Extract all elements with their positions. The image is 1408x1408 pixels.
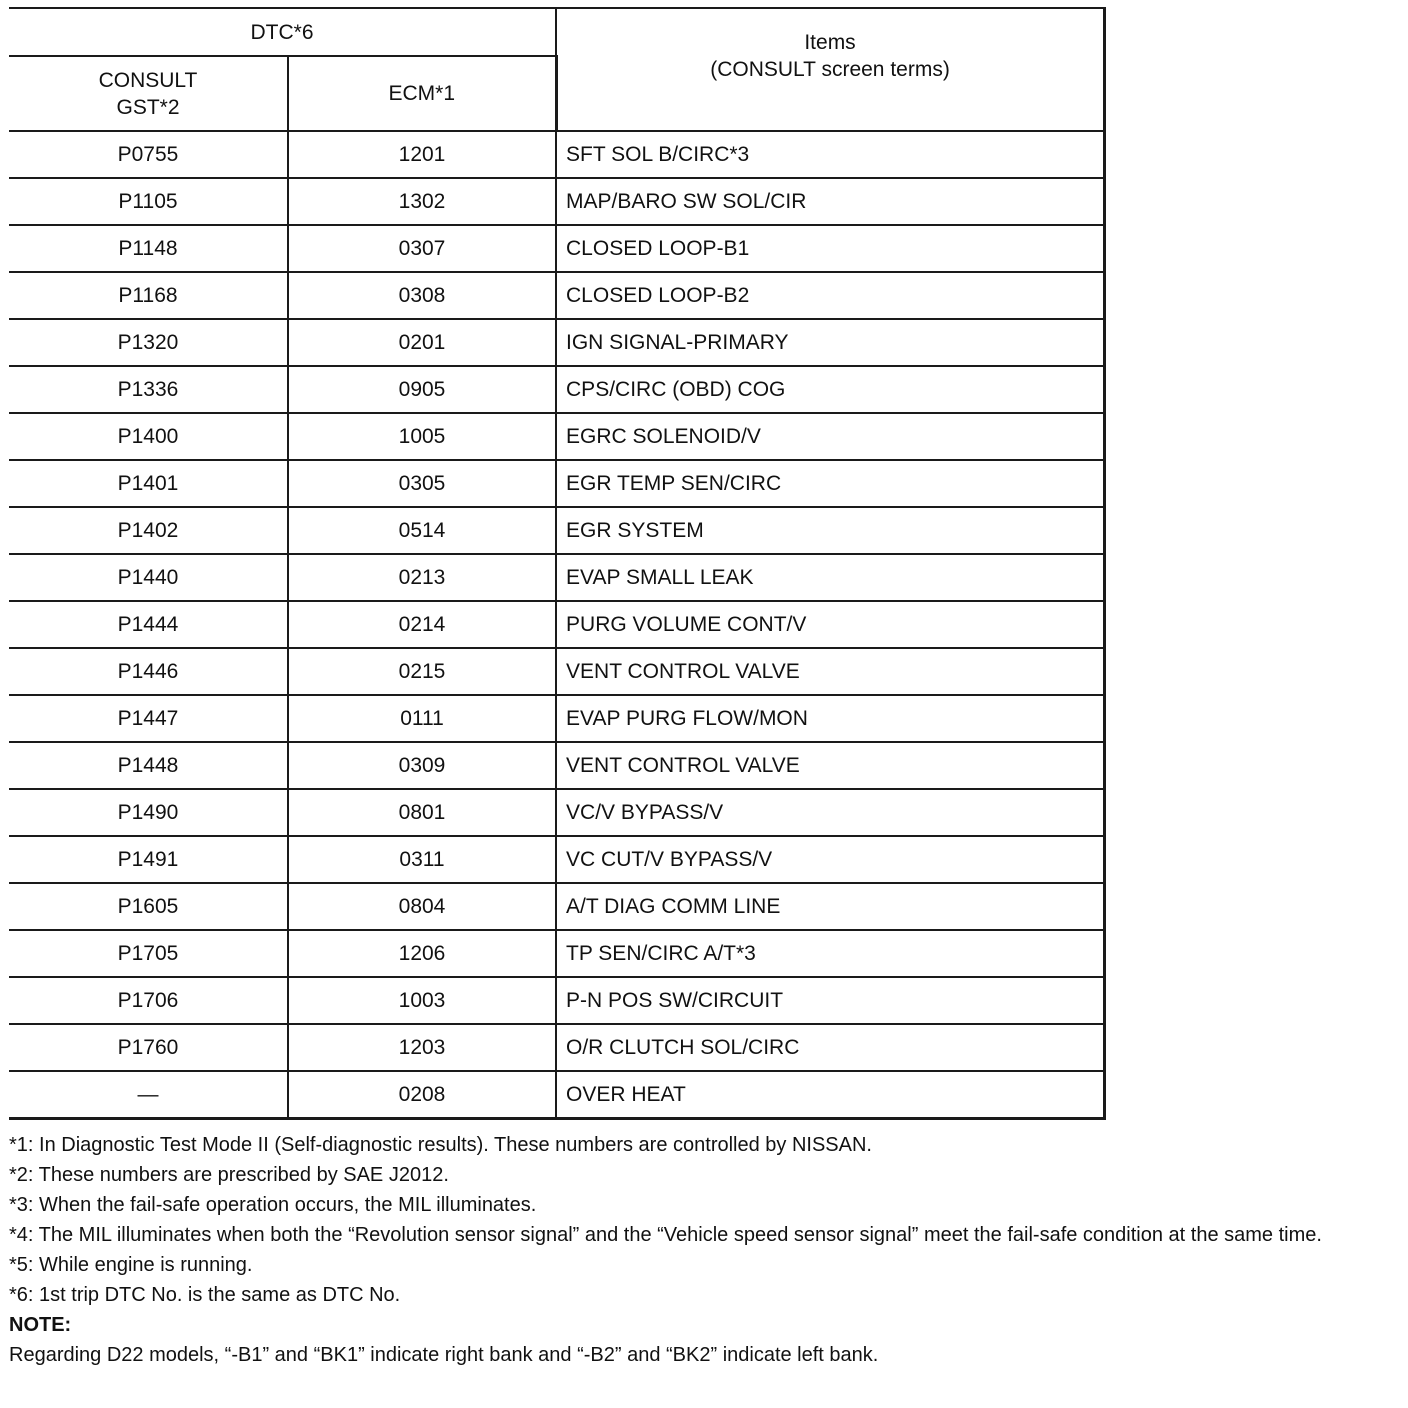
item-cell: SFT SOL B/CIRC*3 <box>556 131 1104 178</box>
ecm-code-cell: 0305 <box>288 460 556 507</box>
dtc-code-cell: P1447 <box>9 695 288 742</box>
ecm-code-cell: 0215 <box>288 648 556 695</box>
ecm-code-cell: 0514 <box>288 507 556 554</box>
footnote-6: *6: 1st trip DTC No. is the same as DTC No. <box>9 1284 401 1306</box>
item-cell: VENT CONTROL VALVE <box>556 648 1104 695</box>
item-cell: EGR SYSTEM <box>556 507 1104 554</box>
dtc-code-cell: P1491 <box>9 836 288 883</box>
item-cell: VENT CONTROL VALVE <box>556 742 1104 789</box>
item-cell: MAP/BARO SW SOL/CIR <box>556 178 1104 225</box>
table-row <box>9 413 1104 460</box>
table-row <box>9 789 1104 836</box>
item-cell: TP SEN/CIRC A/T*3 <box>556 930 1104 977</box>
ecm-code-cell: 1201 <box>288 131 556 178</box>
ecm-code-cell: 1203 <box>288 1024 556 1071</box>
table-row <box>9 930 1104 977</box>
dtc-code-cell: P1168 <box>9 272 288 319</box>
dtc-code-cell: — <box>9 1071 288 1119</box>
table-row <box>9 131 1104 178</box>
dtc-code-cell: P1706 <box>9 977 288 1024</box>
ecm-code-cell: 1206 <box>288 930 556 977</box>
table-row <box>9 460 1104 507</box>
dtc-code-cell: P1320 <box>9 319 288 366</box>
table-row <box>9 1071 1104 1119</box>
ecm-code-cell: 0801 <box>288 789 556 836</box>
table-body <box>9 131 1104 1119</box>
dtc-code-cell: P1440 <box>9 554 288 601</box>
item-cell: CPS/CIRC (OBD) COG <box>556 366 1104 413</box>
table-row <box>9 836 1104 883</box>
dtc-code-cell: P1760 <box>9 1024 288 1071</box>
dtc-code-cell: P1446 <box>9 648 288 695</box>
table-row <box>9 742 1104 789</box>
item-cell: P-N POS SW/CIRCUIT <box>556 977 1104 1024</box>
table-row <box>9 977 1104 1024</box>
item-cell: EVAP PURG FLOW/MON <box>556 695 1104 742</box>
table-row <box>9 1024 1104 1071</box>
dtc-code-cell: P1448 <box>9 742 288 789</box>
footnotes <box>9 1133 1394 1373</box>
ecm-code-cell: 0214 <box>288 601 556 648</box>
table-row <box>9 695 1104 742</box>
dtc-table <box>9 7 1106 1120</box>
ecm-code-cell: 0311 <box>288 836 556 883</box>
dtc-code-cell: P1336 <box>9 366 288 413</box>
ecm-code-cell: 0307 <box>288 225 556 272</box>
table-row <box>9 366 1104 413</box>
table-row <box>9 178 1104 225</box>
ecm-code-cell: 0213 <box>288 554 556 601</box>
dtc-group-header: DTC*6 <box>9 8 556 56</box>
ecm-code-cell: 1003 <box>288 977 556 1024</box>
table-row <box>9 319 1104 366</box>
dtc-code-cell: P1444 <box>9 601 288 648</box>
dtc-code-cell: P1705 <box>9 930 288 977</box>
dtc-code-cell: P1402 <box>9 507 288 554</box>
item-cell: CLOSED LOOP-B2 <box>556 272 1104 319</box>
table-row <box>9 601 1104 648</box>
ecm-code-cell: 0208 <box>288 1071 556 1119</box>
dtc-code-cell: P1605 <box>9 883 288 930</box>
table-row <box>9 272 1104 319</box>
item-cell: VC/V BYPASS/V <box>556 789 1104 836</box>
item-cell: IGN SIGNAL-PRIMARY <box>556 319 1104 366</box>
item-cell: EVAP SMALL LEAK <box>556 554 1104 601</box>
table-row <box>9 883 1104 930</box>
item-cell: CLOSED LOOP-B1 <box>556 225 1104 272</box>
table-row <box>9 225 1104 272</box>
table-row <box>9 507 1104 554</box>
note-label: NOTE: <box>9 1314 72 1336</box>
ecm-code-cell: 1302 <box>288 178 556 225</box>
dtc-code-cell: P1400 <box>9 413 288 460</box>
ecm-code-cell: 0309 <box>288 742 556 789</box>
item-cell: A/T DIAG COMM LINE <box>556 883 1104 930</box>
footnote-2: *2: These numbers are prescribed by SAE J2012. <box>9 1164 449 1186</box>
item-cell: PURG VOLUME CONT/V <box>556 601 1104 648</box>
footnote-3: *3: When the fail-safe operation occurs, the MIL illuminates. <box>9 1194 537 1216</box>
items-header-line1: Items <box>804 30 856 54</box>
consult-gst-header <box>9 56 288 131</box>
footnote-4: *4: The MIL illuminates when both the “Revolution sensor signal” and the “Vehicle speed sensor signal” meet the fail-safe condition at the same time. <box>9 1224 1322 1246</box>
table-row <box>9 648 1104 695</box>
dtc-code-cell: P1401 <box>9 460 288 507</box>
footnote-5: *5: While engine is running. <box>9 1254 253 1276</box>
dtc-code-cell: P0755 <box>9 131 288 178</box>
item-cell: OVER HEAT <box>556 1071 1104 1119</box>
item-cell: EGR TEMP SEN/CIRC <box>556 460 1104 507</box>
items-header-line2: (CONSULT screen terms) <box>710 57 950 81</box>
item-cell: VC CUT/V BYPASS/V <box>556 836 1104 883</box>
dtc-code-cell: P1490 <box>9 789 288 836</box>
ecm-code-cell: 0111 <box>288 695 556 742</box>
footnote-1: *1: In Diagnostic Test Mode II (Self-diagnostic results). These numbers are controlled by NISSAN. <box>9 1134 872 1156</box>
ecm-code-cell: 1005 <box>288 413 556 460</box>
items-header <box>556 8 1104 131</box>
ecm-code-cell: 0201 <box>288 319 556 366</box>
table-row <box>9 554 1104 601</box>
header-row-1 <box>9 8 1104 56</box>
ecm-code-cell: 0905 <box>288 366 556 413</box>
ecm-code-cell: 0308 <box>288 272 556 319</box>
item-cell: EGRC SOLENOID/V <box>556 413 1104 460</box>
consult-header-line2: GST*2 <box>116 95 180 119</box>
ecm-header: ECM*1 <box>288 56 556 131</box>
item-cell: O/R CLUTCH SOL/CIRC <box>556 1024 1104 1071</box>
note-text: Regarding D22 models, “-B1” and “BK1” indicate right bank and “-B2” and “BK2” indicate left bank. <box>9 1344 879 1366</box>
dtc-code-cell: P1105 <box>9 178 288 225</box>
ecm-code-cell: 0804 <box>288 883 556 930</box>
dtc-code-cell: P1148 <box>9 225 288 272</box>
consult-header-line1: CONSULT <box>98 68 198 92</box>
table-header <box>9 8 1104 131</box>
